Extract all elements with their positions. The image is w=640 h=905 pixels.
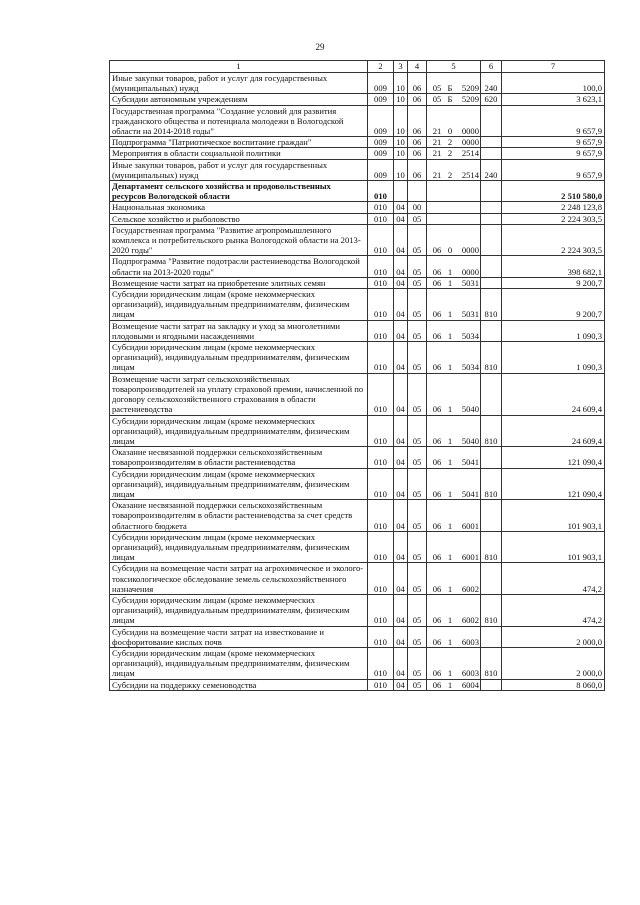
direction-code: 5041 xyxy=(461,488,479,499)
ministry-code-cell: 010 xyxy=(368,500,394,532)
program-code: 06 xyxy=(432,583,442,594)
amount-cell: 474,2 xyxy=(502,563,605,595)
subsection-code-cell: 06 xyxy=(408,148,427,159)
ministry-code-cell: 010 xyxy=(368,289,394,321)
expense-type-cell xyxy=(481,277,502,288)
amount-cell: 9 657,9 xyxy=(502,137,605,148)
amount-cell: 398 682,1 xyxy=(502,256,605,277)
subsection-code-cell: 05 xyxy=(408,500,427,532)
section-code-cell: 10 xyxy=(394,73,408,94)
table-row xyxy=(110,181,605,202)
subsection-code-cell: 06 xyxy=(408,105,427,137)
ministry-code-cell: 010 xyxy=(368,373,394,415)
section-code-cell: 10 xyxy=(394,137,408,148)
row-name-cell: Субсидии юридическим лицам (кроме некоммерческих организаций), индивидуальным предпринимателям, физическим лицам xyxy=(110,531,368,563)
amount-cell: 2 000,0 xyxy=(502,626,605,647)
subprogram-code: Б xyxy=(447,94,453,105)
table-row xyxy=(110,202,605,213)
program-code: 21 xyxy=(432,148,442,159)
program-code: 06 xyxy=(432,309,442,320)
target-article-cell xyxy=(427,224,481,256)
header-cell-2: 2 xyxy=(368,61,394,73)
subsection-code-cell: 05 xyxy=(408,647,427,679)
program-code: 06 xyxy=(432,277,442,288)
section-code-cell: 10 xyxy=(394,159,408,180)
direction-code: 6001 xyxy=(461,552,479,563)
row-name-cell: Иные закупки товаров, работ и услуг для государственных (муниципальных) нужд xyxy=(110,73,368,94)
target-article-cell xyxy=(427,213,481,224)
row-name-cell: Субсидии юридическим лицам (кроме некоммерческих организаций), индивидуальным предпринимателям, физическим лицам xyxy=(110,415,368,447)
section-code-cell: 04 xyxy=(394,563,408,595)
program-code: 06 xyxy=(432,404,442,415)
target-article-cell xyxy=(427,159,481,180)
subprogram-code: 1 xyxy=(447,520,453,531)
amount-cell: 101 903,1 xyxy=(502,500,605,532)
row-name-cell: Возмещение части затрат сельскохозяйственных товаропроизводителей на уплату страховой премии, начисленной по договору сельскохозяйственного страхования в области растениеводства xyxy=(110,373,368,415)
direction-code: 5040 xyxy=(461,404,479,415)
target-article-cell xyxy=(427,447,481,468)
subsection-code-cell: 00 xyxy=(408,202,427,213)
expense-type-cell xyxy=(481,500,502,532)
budget-table xyxy=(109,60,605,691)
subsection-code-cell: 05 xyxy=(408,373,427,415)
table-row xyxy=(110,531,605,563)
header-cell-1: 1 xyxy=(110,61,368,73)
program-code: 06 xyxy=(432,679,442,690)
row-name-cell: Подпрограмма "Патриотическое воспитание граждан" xyxy=(110,137,368,148)
table-row xyxy=(110,373,605,415)
ministry-code-cell: 010 xyxy=(368,679,394,690)
amount-cell: 3 623,1 xyxy=(502,94,605,105)
subprogram-code: 2 xyxy=(447,137,453,148)
target-article-cell xyxy=(427,626,481,647)
amount-cell: 121 090,4 xyxy=(502,468,605,500)
expense-type-cell xyxy=(481,256,502,277)
subsection-code-cell: 05 xyxy=(408,415,427,447)
direction-code: 5034 xyxy=(461,330,479,341)
ministry-code-cell: 010 xyxy=(368,342,394,374)
subprogram-code: 1 xyxy=(447,679,453,690)
expense-type-cell xyxy=(481,202,502,213)
direction-code: 0000 xyxy=(461,245,479,256)
section-code-cell: 04 xyxy=(394,373,408,415)
subsection-code-cell: 05 xyxy=(408,256,427,277)
row-name-cell: Государственная программа "Развитие агропромышленного комплекса и потребительского рынка Вологодской области на 2013-2020 годы" xyxy=(110,224,368,256)
subsection-code-cell: 05 xyxy=(408,679,427,690)
target-article-cell xyxy=(427,94,481,105)
target-article-cell xyxy=(427,148,481,159)
target-article-cell xyxy=(427,202,481,213)
target-article-cell xyxy=(427,137,481,148)
program-code: 06 xyxy=(432,552,442,563)
target-article-cell xyxy=(427,647,481,679)
subprogram-code: 1 xyxy=(447,457,453,468)
row-name-cell: Субсидии юридическим лицам (кроме некоммерческих организаций), индивидуальным предпринимателям, физическим лицам xyxy=(110,594,368,626)
program-code: 05 xyxy=(432,83,442,94)
subprogram-code: 1 xyxy=(447,552,453,563)
subprogram-code: Б xyxy=(447,83,453,94)
section-code-cell: 04 xyxy=(394,289,408,321)
amount-cell: 24 609,4 xyxy=(502,415,605,447)
section-code-cell: 04 xyxy=(394,531,408,563)
expense-type-cell xyxy=(481,563,502,595)
table-row xyxy=(110,224,605,256)
ministry-code-cell: 009 xyxy=(368,73,394,94)
table-row xyxy=(110,94,605,105)
direction-code: 5031 xyxy=(461,277,479,288)
amount-cell: 9 200,7 xyxy=(502,277,605,288)
expense-type-cell: 810 xyxy=(481,468,502,500)
expense-type-cell xyxy=(481,148,502,159)
table-row xyxy=(110,159,605,180)
subsection-code-cell: 06 xyxy=(408,159,427,180)
expense-type-cell xyxy=(481,224,502,256)
direction-code: 6002 xyxy=(461,615,479,626)
direction-code: 5209 xyxy=(461,94,479,105)
target-article-cell xyxy=(427,289,481,321)
table-row xyxy=(110,679,605,690)
ministry-code-cell: 009 xyxy=(368,94,394,105)
row-name-cell: Департамент сельского хозяйства и продовольственных ресурсов Вологодской области xyxy=(110,181,368,202)
direction-code: 0000 xyxy=(461,266,479,277)
program-code: 21 xyxy=(432,169,442,180)
subprogram-code: 1 xyxy=(447,435,453,446)
subprogram-code: 1 xyxy=(447,668,453,679)
subprogram-code: 1 xyxy=(447,362,453,373)
subsection-code-cell xyxy=(408,181,427,202)
subprogram-code: 1 xyxy=(447,583,453,594)
ministry-code-cell: 010 xyxy=(368,563,394,595)
section-code-cell: 04 xyxy=(394,447,408,468)
section-code-cell: 04 xyxy=(394,342,408,374)
expense-type-cell: 810 xyxy=(481,289,502,321)
section-code-cell: 04 xyxy=(394,647,408,679)
subprogram-code: 1 xyxy=(447,277,453,288)
program-code: 06 xyxy=(432,636,442,647)
section-code-cell: 04 xyxy=(394,256,408,277)
subprogram-code: 1 xyxy=(447,636,453,647)
target-article-cell xyxy=(427,679,481,690)
direction-code: 5209 xyxy=(461,83,479,94)
program-code: 21 xyxy=(432,126,442,137)
amount-cell: 24 609,4 xyxy=(502,373,605,415)
expense-type-cell: 620 xyxy=(481,94,502,105)
amount-cell: 9 200,7 xyxy=(502,289,605,321)
direction-code: 6003 xyxy=(461,636,479,647)
row-name-cell: Субсидии на возмещение части затрат на агрохимическое и эколого-токсикологическое обследование земель сельскохозяйственного назначения xyxy=(110,563,368,595)
table-row xyxy=(110,73,605,94)
expense-type-cell: 810 xyxy=(481,647,502,679)
section-code-cell: 04 xyxy=(394,277,408,288)
table-row xyxy=(110,468,605,500)
expense-type-cell xyxy=(481,137,502,148)
direction-code: 6004 xyxy=(461,679,479,690)
target-article-cell xyxy=(427,181,481,202)
table-row xyxy=(110,563,605,595)
expense-type-cell xyxy=(481,373,502,415)
amount-cell: 2 224 303,5 xyxy=(502,224,605,256)
subsection-code-cell: 05 xyxy=(408,213,427,224)
section-code-cell: 04 xyxy=(394,224,408,256)
amount-cell: 9 657,9 xyxy=(502,159,605,180)
direction-code: 2514 xyxy=(461,148,479,159)
program-code: 06 xyxy=(432,330,442,341)
header-cell-6: 6 xyxy=(481,61,502,73)
table-row xyxy=(110,447,605,468)
amount-cell: 1 090,3 xyxy=(502,320,605,341)
program-code: 06 xyxy=(432,615,442,626)
direction-code: 2514 xyxy=(461,169,479,180)
section-code-cell: 04 xyxy=(394,320,408,341)
amount-cell: 1 090,3 xyxy=(502,342,605,374)
target-article-cell xyxy=(427,594,481,626)
expense-type-cell: 810 xyxy=(481,415,502,447)
table-row xyxy=(110,594,605,626)
section-code-cell: 10 xyxy=(394,148,408,159)
subsection-code-cell: 06 xyxy=(408,94,427,105)
amount-cell: 101 903,1 xyxy=(502,531,605,563)
expense-type-cell xyxy=(481,181,502,202)
header-row xyxy=(110,61,605,73)
subprogram-code: 1 xyxy=(447,488,453,499)
table-row xyxy=(110,277,605,288)
target-article-cell xyxy=(427,468,481,500)
table-row xyxy=(110,148,605,159)
subprogram-code: 1 xyxy=(447,330,453,341)
ministry-code-cell: 010 xyxy=(368,531,394,563)
amount-cell: 9 657,9 xyxy=(502,148,605,159)
row-name-cell: Иные закупки товаров, работ и услуг для государственных (муниципальных) нужд xyxy=(110,159,368,180)
direction-code: 6003 xyxy=(461,668,479,679)
row-name-cell: Субсидии юридическим лицам (кроме некоммерческих организаций), индивидуальным предпринимателям, физическим лицам xyxy=(110,647,368,679)
row-name-cell: Мероприятия в области социальной политики xyxy=(110,148,368,159)
row-name-cell: Оказание несвязанной поддержки сельскохозяйственным товаропроизводителям в области растениеводства за счет средств областного бюджета xyxy=(110,500,368,532)
row-name-cell: Оказание несвязанной поддержки сельскохозяйственным товаропроизводителям в области растениеводства xyxy=(110,447,368,468)
section-code-cell: 04 xyxy=(394,468,408,500)
section-code-cell: 04 xyxy=(394,626,408,647)
ministry-code-cell: 010 xyxy=(368,181,394,202)
ministry-code-cell: 010 xyxy=(368,213,394,224)
expense-type-cell: 810 xyxy=(481,594,502,626)
direction-code: 5040 xyxy=(461,435,479,446)
ministry-code-cell: 009 xyxy=(368,137,394,148)
subprogram-code: 1 xyxy=(447,615,453,626)
target-article-cell xyxy=(427,73,481,94)
table-row xyxy=(110,626,605,647)
subsection-code-cell: 05 xyxy=(408,468,427,500)
row-name-cell: Субсидии юридическим лицам (кроме некоммерческих организаций), индивидуальным предпринимателям, физическим лицам xyxy=(110,342,368,374)
table-row xyxy=(110,105,605,137)
row-name-cell: Возмещение части затрат на закладку и уход за многолетними плодовыми и ягодными насаждениями xyxy=(110,320,368,341)
ministry-code-cell: 010 xyxy=(368,626,394,647)
expense-type-cell xyxy=(481,105,502,137)
subsection-code-cell: 06 xyxy=(408,137,427,148)
ministry-code-cell: 009 xyxy=(368,148,394,159)
amount-cell: 100,0 xyxy=(502,73,605,94)
table-row xyxy=(110,647,605,679)
section-code-cell: 10 xyxy=(394,105,408,137)
ministry-code-cell: 010 xyxy=(368,468,394,500)
target-article-cell xyxy=(427,105,481,137)
table-row xyxy=(110,415,605,447)
subsection-code-cell: 05 xyxy=(408,594,427,626)
program-code: 06 xyxy=(432,245,442,256)
table-row xyxy=(110,256,605,277)
subsection-code-cell: 05 xyxy=(408,531,427,563)
row-name-cell: Возмещение части затрат на приобретение элитных семян xyxy=(110,277,368,288)
program-code: 21 xyxy=(432,137,442,148)
subprogram-code: 1 xyxy=(447,404,453,415)
subsection-code-cell: 05 xyxy=(408,289,427,321)
row-name-cell: Субсидии на поддержку семеноводства xyxy=(110,679,368,690)
target-article-cell xyxy=(427,563,481,595)
section-code-cell: 04 xyxy=(394,500,408,532)
ministry-code-cell: 010 xyxy=(368,320,394,341)
table-row xyxy=(110,213,605,224)
section-code-cell: 04 xyxy=(394,202,408,213)
row-name-cell: Субсидии юридическим лицам (кроме некоммерческих организаций), индивидуальным предпринимателям, физическим лицам xyxy=(110,468,368,500)
ministry-code-cell: 010 xyxy=(368,202,394,213)
program-code: 06 xyxy=(432,362,442,373)
target-article-cell xyxy=(427,531,481,563)
subsection-code-cell: 05 xyxy=(408,342,427,374)
subprogram-code: 0 xyxy=(447,245,453,256)
target-article-cell xyxy=(427,500,481,532)
expense-type-cell: 240 xyxy=(481,159,502,180)
subprogram-code: 1 xyxy=(447,309,453,320)
program-code: 06 xyxy=(432,266,442,277)
program-code: 06 xyxy=(432,457,442,468)
subprogram-code: 1 xyxy=(447,266,453,277)
row-name-cell: Государственная программа "Создание условий для развития гражданского общества и потенциала молодежи в Вологодской области на 2014-2018 годы" xyxy=(110,105,368,137)
row-name-cell: Субсидии автономным учреждениям xyxy=(110,94,368,105)
amount-cell: 2 224 303,5 xyxy=(502,213,605,224)
subsection-code-cell: 05 xyxy=(408,277,427,288)
row-name-cell: Субсидии на возмещение части затрат на известкование и фосфоритование кислых почв xyxy=(110,626,368,647)
section-code-cell: 04 xyxy=(394,594,408,626)
subprogram-code: 2 xyxy=(447,169,453,180)
header-cell-4: 4 xyxy=(408,61,427,73)
expense-type-cell: 810 xyxy=(481,342,502,374)
ministry-code-cell: 009 xyxy=(368,159,394,180)
direction-code: 6002 xyxy=(461,583,479,594)
row-name-cell: Субсидии юридическим лицам (кроме некоммерческих организаций), индивидуальным предпринимателям, физическим лицам xyxy=(110,289,368,321)
expense-type-cell xyxy=(481,626,502,647)
amount-cell: 121 090,4 xyxy=(502,447,605,468)
ministry-code-cell: 010 xyxy=(368,415,394,447)
ministry-code-cell: 010 xyxy=(368,594,394,626)
header-cell-3: 3 xyxy=(394,61,408,73)
ministry-code-cell: 010 xyxy=(368,256,394,277)
subsection-code-cell: 05 xyxy=(408,563,427,595)
row-name-cell: Национальная экономика xyxy=(110,202,368,213)
table-row xyxy=(110,500,605,532)
page-number: 29 xyxy=(315,42,325,52)
subsection-code-cell: 05 xyxy=(408,224,427,256)
section-code-cell: 04 xyxy=(394,213,408,224)
expense-type-cell xyxy=(481,320,502,341)
program-code: 06 xyxy=(432,488,442,499)
direction-code: 0000 xyxy=(461,126,479,137)
section-code-cell: 10 xyxy=(394,94,408,105)
amount-cell: 2 248 123,8 xyxy=(502,202,605,213)
row-name-cell: Подпрограмма "Развитие подотрасли растениеводства Вологодской области на 2013-2020 годы" xyxy=(110,256,368,277)
subprogram-code: 0 xyxy=(447,126,453,137)
amount-cell: 9 657,9 xyxy=(502,105,605,137)
ministry-code-cell: 010 xyxy=(368,224,394,256)
expense-type-cell xyxy=(481,213,502,224)
target-article-cell xyxy=(427,373,481,415)
subsection-code-cell: 05 xyxy=(408,626,427,647)
direction-code: 5041 xyxy=(461,457,479,468)
target-article-cell xyxy=(427,342,481,374)
target-article-cell xyxy=(427,320,481,341)
expense-type-cell: 810 xyxy=(481,531,502,563)
target-article-cell xyxy=(427,256,481,277)
program-code: 06 xyxy=(432,520,442,531)
ministry-code-cell: 009 xyxy=(368,105,394,137)
expense-type-cell: 240 xyxy=(481,73,502,94)
expense-type-cell xyxy=(481,679,502,690)
amount-cell: 2 000,0 xyxy=(502,647,605,679)
target-article-cell xyxy=(427,415,481,447)
table-row xyxy=(110,289,605,321)
section-code-cell xyxy=(394,181,408,202)
subsection-code-cell: 05 xyxy=(408,320,427,341)
program-code: 06 xyxy=(432,668,442,679)
budget-table-body xyxy=(110,61,605,691)
amount-cell: 474,2 xyxy=(502,594,605,626)
expense-type-cell xyxy=(481,447,502,468)
table-row xyxy=(110,342,605,374)
amount-cell: 8 060,0 xyxy=(502,679,605,690)
ministry-code-cell: 010 xyxy=(368,447,394,468)
header-cell-7: 7 xyxy=(502,61,605,73)
direction-code: 5034 xyxy=(461,362,479,373)
table-row xyxy=(110,137,605,148)
subsection-code-cell: 05 xyxy=(408,447,427,468)
direction-code: 5031 xyxy=(461,309,479,320)
ministry-code-cell: 010 xyxy=(368,647,394,679)
direction-code: 6001 xyxy=(461,520,479,531)
ministry-code-cell: 010 xyxy=(368,277,394,288)
target-article-cell xyxy=(427,277,481,288)
table-row xyxy=(110,320,605,341)
direction-code: 0000 xyxy=(461,137,479,148)
subsection-code-cell: 06 xyxy=(408,73,427,94)
row-name-cell: Сельское хозяйство и рыболовство xyxy=(110,213,368,224)
program-code: 05 xyxy=(432,94,442,105)
subprogram-code: 2 xyxy=(447,148,453,159)
section-code-cell: 04 xyxy=(394,415,408,447)
section-code-cell: 04 xyxy=(394,679,408,690)
header-cell-5: 5 xyxy=(427,61,481,73)
program-code: 06 xyxy=(432,435,442,446)
amount-cell: 2 510 580,0 xyxy=(502,181,605,202)
